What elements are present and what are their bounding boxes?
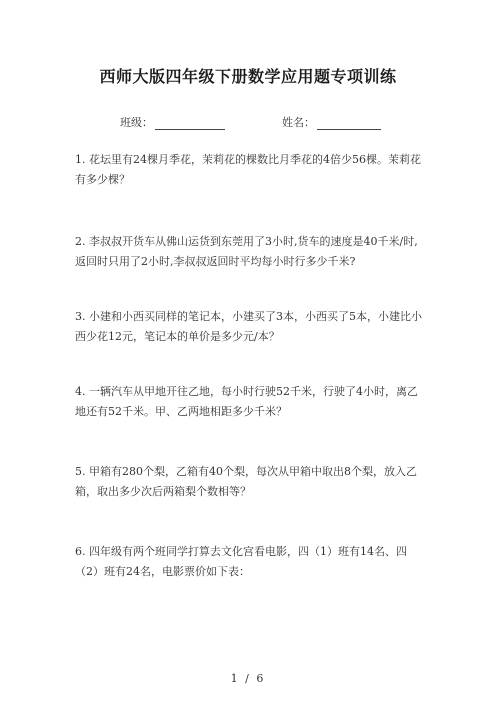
question-5: 5. 甲箱有280个梨，乙箱有40个梨，每次从甲箱中取出8个梨，放入乙箱，取出多少次后两箱梨个数相等？ <box>75 465 417 498</box>
name-blank-line <box>317 118 381 130</box>
question-1: 1. 花坛里有24棵月季花，茉莉花的棵数比月季花的4倍少56棵。茉莉花有多少棵？ <box>75 153 421 186</box>
class-field <box>120 114 225 130</box>
question-4: 4. 一辆汽车从甲地开往乙地，每小时行驶52千米，行驶了4小时，离乙地还有52千米。甲、乙两地相距多少千米？ <box>75 385 418 418</box>
name-label: 姓名： <box>282 116 315 129</box>
question-2: 2. 李叔叔开货车从佛山运货到东莞用了3小时,货车的速度是40千米/时,返回时只用了2小时,李叔叔返回时平均每小时行多少千米? <box>75 235 418 268</box>
class-label: 班级： <box>120 116 153 129</box>
name-field <box>282 114 381 130</box>
class-blank-line <box>155 118 225 130</box>
document-title: 西师大版四年级下册数学应用题专项训练 <box>99 67 397 86</box>
page-indicator: 1 / 6 <box>230 672 266 685</box>
question-6: 6. 四年级有两个班同学打算去文化宫看电影，四（1）班有14名、四（2）班有24名，电影票价如下表： <box>75 545 407 578</box>
question-3: 3. 小建和小西买同样的笔记本，小建买了3本，小西买了5本，小建比小西少花12元，笔记本的单价是多少元/本？ <box>75 310 422 343</box>
